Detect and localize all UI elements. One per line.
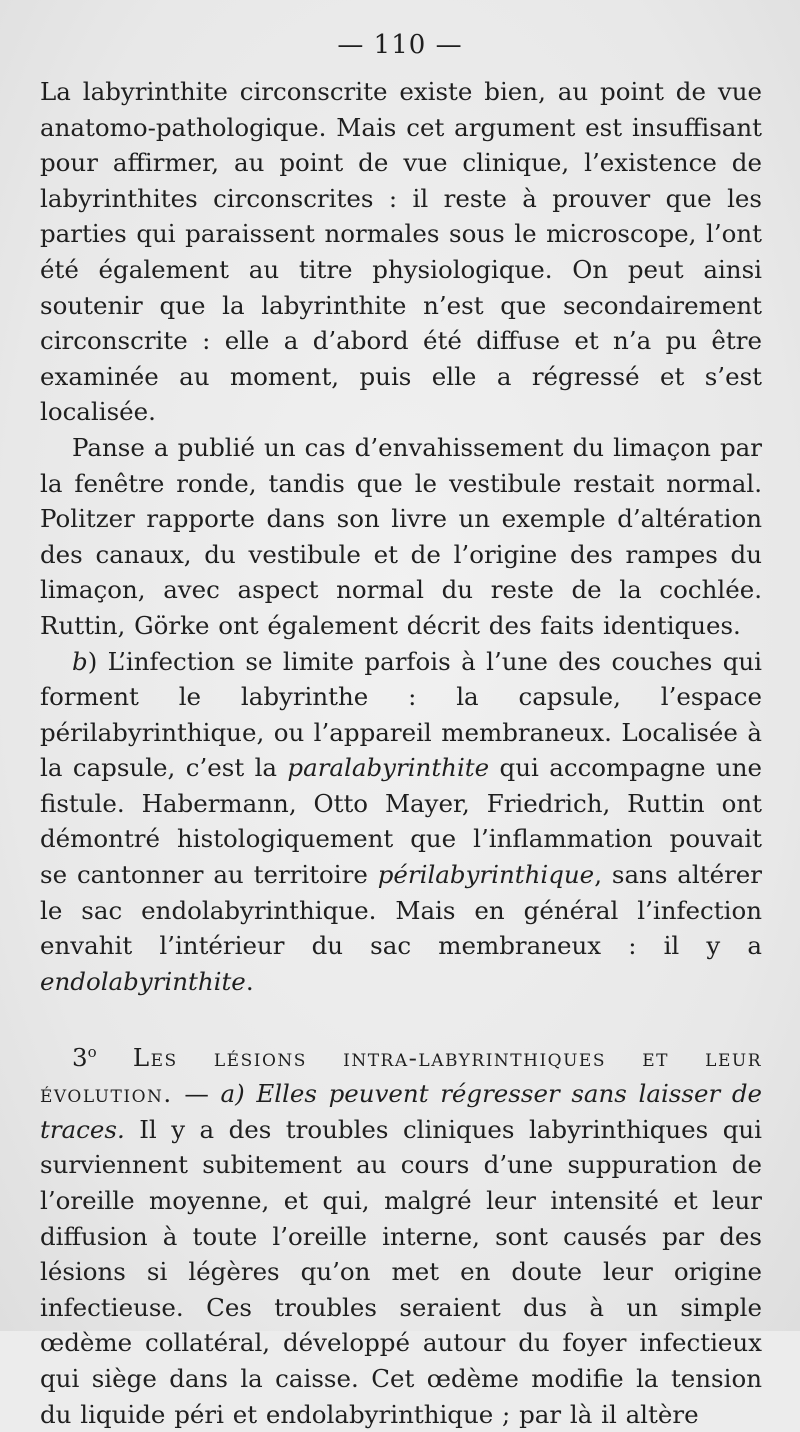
section-dash: — xyxy=(172,1079,221,1109)
paragraph-labyrinthite-circonscrite: La labyrinthite circonscrite existe bien, au point de vue anatomo-pathologique. Mais cet argument est insuffisant pour affirmer, au point de vue clinique, l’existence de labyrinthites circonscrites : il reste à prouver que les parties qui paraissent normales sous le microscope, l’ont été également au titre physiologique. On peut ainsi soutenir que la labyrinthite n’est que secondairement circonscrite : elle a d’abord été diffuse et n’a pu être examinée au moment, puis elle a régressé et s’est localisée. xyxy=(40,77,762,427)
paragraph-text: qui accompagne une fistule. Habermann, Otto Mayer, Friedrich, Ruttin ont démontré histologiquement que l’inflammation pouvait se cantonner au territoire xyxy=(40,753,762,890)
term-endolabyrinthite: endolabyrinthite xyxy=(40,966,246,996)
paragraph-text: . xyxy=(245,966,254,996)
section-gap xyxy=(40,999,762,1035)
paragraph-text: ) L’infection se limite parfois à l’une des couches qui forment le labyrinthe : la capsule, l’espace périlabyrinthique, ou l’appareil membraneux. Localisée à la capsule, c’est la xyxy=(40,646,762,783)
page-number: — 110 — xyxy=(337,30,463,60)
paragraph-text: Il y a des troubles cliniques labyrinthiques qui surviennent subitement au cours d’une suppuration de l’oreille moyenne, et qui, malgré leur intensité et leur diffusion à toute l’oreille interne, sont causés par des lésions si légères qu’on met en doute leur origine infectieuse. Ces troubles seraient dus à un simple œdème collatéral, développé autour du foyer infectieux qui siège dans la caisse. Cet œdème modifie la tension du liquide péri et endolabyrinthique ; par là il altère xyxy=(40,1114,762,1429)
body-text xyxy=(40,74,762,1432)
section-degree: o xyxy=(87,1043,97,1062)
section-subheading: ) Elles peuvent régresser sans laisser de traces. xyxy=(40,1079,762,1144)
section-3-paragraph xyxy=(40,1035,762,1432)
item-label-b: b xyxy=(72,646,88,676)
paragraph-panse: Panse a publié un cas d’envahissement du limaçon par la fenêtre ronde, tandis que le vestibule restait normal. Politzer rapporte dans son livre un exemple d’altération des canaux, du vestibule et de l’origine des rampes du limaçon, avec aspect normal du reste de la cochlée. Ruttin, Görke ont également décrit des faits identiques. xyxy=(40,432,762,640)
section-number: 3 xyxy=(72,1043,88,1073)
section-heading: Les lésions intra-labyrinthiques et leur évolution. xyxy=(40,1043,762,1109)
item-label-a: a xyxy=(220,1079,236,1109)
term-perilabyrinthique: périlabyrinthique xyxy=(377,860,595,890)
paragraph-text: , sans altérer le sac endolabyrinthique. Mais en général l’infection envahit l’intérieur du sac membraneux : il y a xyxy=(40,860,762,961)
paragraph-infection-couches xyxy=(40,644,762,1000)
term-paralabyrinthite: paralabyrinthite xyxy=(287,753,490,783)
